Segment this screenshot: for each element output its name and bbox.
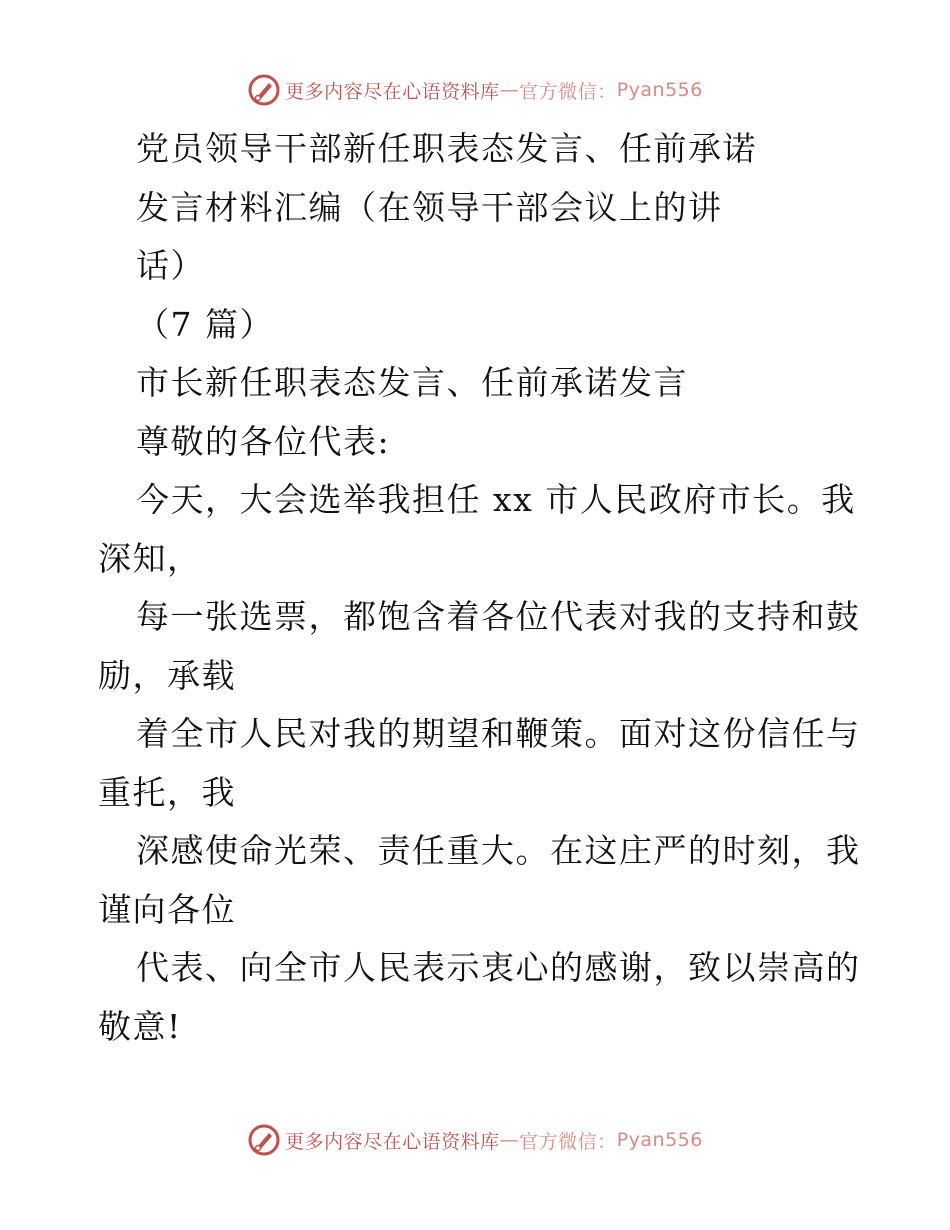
header-watermark: [0, 70, 950, 110]
speech-paragraphs: [98, 471, 861, 1056]
title-line-3: 话）: [136, 246, 205, 285]
body-line: 深感使命光荣、责任重大。在这庄严的时刻，我: [136, 831, 861, 870]
watermark-main-text: 更多内容尽在心语资料库: [285, 1130, 500, 1153]
title-line-1: 党员领导干部新任职表态发言、任前承诺: [136, 129, 757, 168]
watermark-sub-text: 官方微信：: [519, 80, 617, 103]
pen-seal-icon: [247, 73, 281, 107]
title-line-2: 发言材料汇编（在领导干部会议上的讲: [136, 187, 723, 227]
body-line: 重托，我: [98, 772, 236, 812]
watermark-dash: —: [499, 1129, 520, 1151]
watermark-dash: —: [499, 79, 520, 101]
body-line: 谨向各位: [98, 889, 236, 929]
body-line: 着全市人民对我的期望和鞭策。面对这份信任与: [136, 714, 861, 753]
title-line-4: （7 篇）: [136, 304, 274, 344]
body-line: 代表、向全市人民表示衷心的感谢，致以崇高的: [136, 948, 861, 987]
watermark-main-text: 更多内容尽在心语资料库: [285, 80, 500, 103]
body-line: 每一张选票，都饱含着各位代表对我的支持和鼓: [136, 597, 861, 636]
footer-watermark: [0, 1120, 950, 1160]
body-line: 深知，: [98, 538, 202, 578]
body-line: 敬意!: [98, 1006, 182, 1046]
body-line: 励，承载: [98, 655, 236, 695]
salutation: 尊敬的各位代表:: [136, 421, 391, 461]
speech-subtitle: 市长新任职表态发言、任前承诺发言: [136, 363, 688, 402]
watermark-id: Pyan556: [616, 79, 703, 101]
watermark-id: Pyan556: [616, 1129, 703, 1151]
watermark-sub-text: 官方微信：: [519, 1130, 617, 1153]
pen-seal-icon: [247, 1123, 281, 1157]
body-line: 今天，大会选举我担任 xx 市人民政府市长。我: [136, 480, 856, 519]
document-body: [98, 120, 861, 1056]
